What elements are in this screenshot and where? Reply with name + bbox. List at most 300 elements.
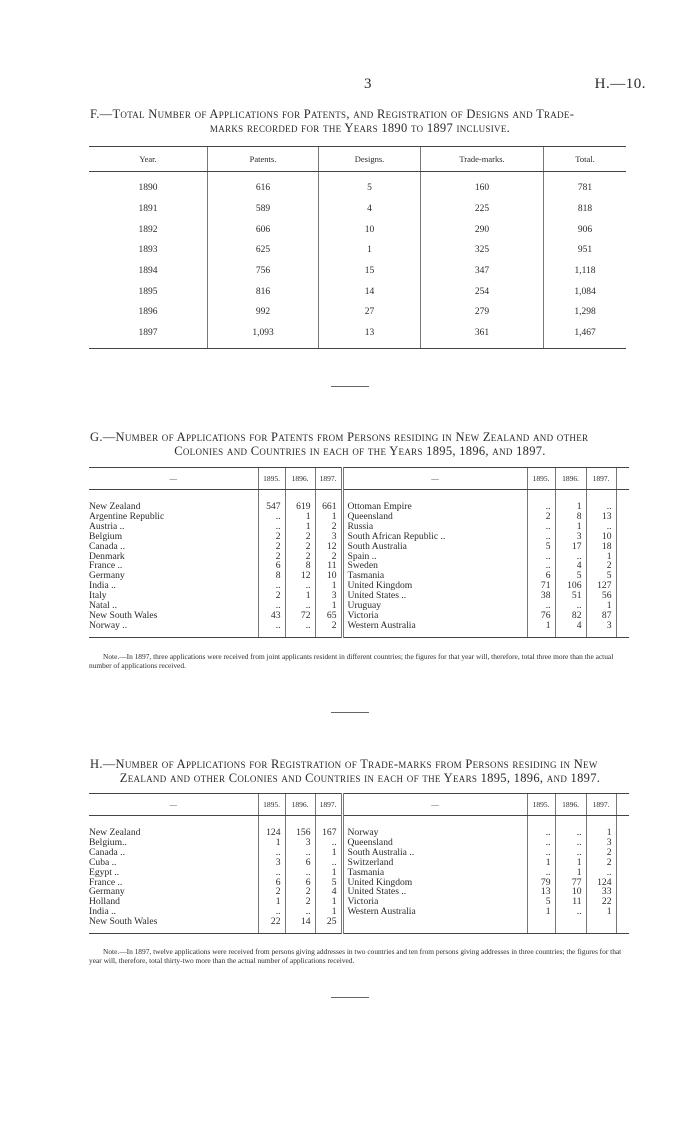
value-1896-cell: 1 xyxy=(285,522,315,532)
value-1896-cell-right: 1 xyxy=(555,490,586,512)
table-row xyxy=(89,323,626,348)
value-1897-cell-right xyxy=(586,917,616,933)
country-cell-right: South African Republic .. xyxy=(342,532,527,542)
section-f-title-line1: F.—Total Number of Applications for Patents, and Registration of Designs and Trade- xyxy=(90,107,575,121)
value-1896-cell: .. xyxy=(285,868,315,878)
value-1895-cell: 1 xyxy=(258,897,285,907)
year-cell: 1895 xyxy=(138,286,158,297)
value-1895-cell-right: 76 xyxy=(527,611,555,621)
trade-marks-cell: 225 xyxy=(421,199,544,220)
country-cell: Germany xyxy=(89,570,125,582)
column-header-1896: 1896. xyxy=(285,794,315,816)
country-cell: New South Wales xyxy=(89,917,258,933)
trade-marks-cell: 254 xyxy=(421,281,544,302)
spacer-cell xyxy=(616,621,629,637)
value-1896-cell-right: 51 xyxy=(555,591,586,601)
country-cell-right: Victoria xyxy=(342,897,527,907)
value-1895-cell: .. xyxy=(258,848,285,858)
value-1895-cell-right: .. xyxy=(527,561,555,571)
value-1895-cell: .. xyxy=(258,512,285,522)
country-cell: Norway .. xyxy=(89,621,258,637)
value-1896-cell: 8 xyxy=(285,561,315,571)
value-1895-cell: .. xyxy=(258,522,285,532)
section-divider xyxy=(331,997,369,998)
page-header xyxy=(0,76,700,96)
designs-cell: 4 xyxy=(319,199,421,220)
country-cell-right: Queensland xyxy=(342,838,527,848)
spacer-cell xyxy=(616,868,629,878)
value-1896-cell-right: 11 xyxy=(555,897,586,907)
trade-marks-cell: 290 xyxy=(421,219,544,240)
column-header-1897-right: 1897. xyxy=(586,468,616,490)
country-cell-right: Ottoman Empire xyxy=(342,490,527,512)
spacer-cell xyxy=(616,591,629,601)
value-1897-cell-right: 22 xyxy=(586,897,616,907)
country-cell-right: Spain .. xyxy=(342,551,527,561)
table-header-row xyxy=(89,794,629,816)
country-cell-right: United Kingdom xyxy=(342,877,527,887)
section-f-title xyxy=(90,108,630,135)
section-h-table xyxy=(89,793,629,934)
country-cell-right: Queensland xyxy=(342,512,527,522)
value-1897-cell: 1 xyxy=(315,848,342,858)
value-1896-cell: 2 xyxy=(285,551,315,561)
value-1896-cell-right: .. xyxy=(555,816,586,838)
value-1895-cell: .. xyxy=(258,621,285,637)
value-1895-cell-right: 6 xyxy=(527,571,555,581)
value-1895-cell-right: 2 xyxy=(527,512,555,522)
country-cell-right: Tasmania xyxy=(342,571,527,581)
value-1896-cell-right: 17 xyxy=(555,542,586,552)
value-1897-cell: 2 xyxy=(315,551,342,561)
spacer-cell xyxy=(616,858,629,868)
table-row xyxy=(89,917,629,933)
trade-marks-cell: 160 xyxy=(421,172,544,199)
value-1897-cell-right: 10 xyxy=(586,532,616,542)
spacer-cell xyxy=(616,551,629,561)
year-cell: 1897 xyxy=(89,323,208,348)
value-1895-cell: 2 xyxy=(258,532,285,542)
table-row xyxy=(89,219,626,240)
column-header-patents: Patents. xyxy=(208,147,319,172)
spacer-cell xyxy=(616,897,629,907)
designs-cell: 27 xyxy=(319,302,421,323)
table-row xyxy=(89,621,629,637)
value-1895-cell: .. xyxy=(258,601,285,611)
value-1895-cell-right: .. xyxy=(527,601,555,611)
value-1897-cell: 25 xyxy=(315,917,342,933)
value-1897-cell-right: .. xyxy=(586,868,616,878)
total-cell: 1,298 xyxy=(544,302,627,323)
value-1896-cell-right: 1 xyxy=(555,868,586,878)
country-cell: Canada .. xyxy=(89,846,125,858)
country-cell: Germany xyxy=(89,886,125,898)
value-1896-cell-right: .. xyxy=(555,601,586,611)
spacer-cell xyxy=(616,581,629,591)
value-1895-cell-right: 71 xyxy=(527,581,555,591)
value-1896-cell-right: 5 xyxy=(555,571,586,581)
value-1897-cell: 10 xyxy=(315,571,342,581)
country-cell-right: Western Australia xyxy=(342,621,527,637)
spacer-cell xyxy=(616,490,629,512)
value-1896-cell-right: .. xyxy=(555,838,586,848)
country-cell-right: Victoria xyxy=(342,611,527,621)
column-header-spacer xyxy=(616,468,629,490)
table-row xyxy=(89,302,626,323)
spacer-cell xyxy=(616,542,629,552)
section-g-title xyxy=(90,431,630,458)
value-1895-cell-right: .. xyxy=(527,848,555,858)
section-g-note: Note.—In 1897, three applications were received from joint applicants resident in different countries; the figures for that year will, therefore, total three more than the actual number of applications received. xyxy=(89,652,614,670)
country-cell-right: South Australia xyxy=(342,542,527,552)
value-1896-cell-right: 1 xyxy=(555,858,586,868)
value-1897-cell: 3 xyxy=(315,591,342,601)
country-cell-right: Norway xyxy=(342,816,527,838)
year-cell: 1894 xyxy=(138,266,158,277)
country-cell-right xyxy=(342,917,527,933)
country-cell: Austria .. xyxy=(89,520,125,532)
value-1897-cell-right: 1 xyxy=(586,601,616,611)
country-cell-right: United Kingdom xyxy=(342,581,527,591)
designs-cell: 14 xyxy=(319,281,421,302)
section-f-table xyxy=(89,146,626,349)
country-cell: Belgium xyxy=(89,530,123,542)
spacer-cell xyxy=(616,522,629,532)
value-1896-cell: 6 xyxy=(285,877,315,887)
value-1895-cell-right: 38 xyxy=(527,591,555,601)
value-1897-cell: 12 xyxy=(315,542,342,552)
table-row xyxy=(89,261,626,282)
value-1896-cell: 3 xyxy=(285,838,315,848)
total-cell: 951 xyxy=(544,240,627,261)
column-header-1897-right: 1897. xyxy=(586,794,616,816)
designs-cell: 13 xyxy=(319,323,421,348)
value-1896-cell-right: 77 xyxy=(555,877,586,887)
value-1896-cell: .. xyxy=(285,581,315,591)
table-row xyxy=(89,240,626,261)
value-1897-cell-right: 13 xyxy=(586,512,616,522)
value-1897-cell: 2 xyxy=(315,621,342,637)
value-1895-cell-right: 1 xyxy=(527,858,555,868)
trade-marks-cell: 279 xyxy=(421,302,544,323)
value-1896-cell: 14 xyxy=(285,917,315,933)
value-1895-cell: 43 xyxy=(258,611,285,621)
value-1895-cell-right xyxy=(527,917,555,933)
value-1895-cell-right: 5 xyxy=(527,542,555,552)
value-1896-cell-right: 4 xyxy=(555,561,586,571)
value-1897-cell-right: 33 xyxy=(586,887,616,897)
country-cell: Argentine Republic xyxy=(89,510,165,522)
value-1895-cell-right: 1 xyxy=(527,621,555,637)
value-1896-cell-right: 106 xyxy=(555,581,586,591)
country-cell: Holland xyxy=(89,896,120,908)
spacer-cell xyxy=(616,848,629,858)
country-cell: New Zealand xyxy=(89,501,141,513)
column-header-dash: — xyxy=(89,468,258,490)
country-cell-right: Uruguay xyxy=(342,601,527,611)
country-cell: Cuba .. xyxy=(89,856,117,868)
value-1895-cell-right: .. xyxy=(527,532,555,542)
country-cell: New Zealand xyxy=(89,827,141,839)
year-cell: 1896 xyxy=(138,307,158,318)
table-row xyxy=(89,816,629,838)
value-1896-cell: .. xyxy=(285,907,315,917)
value-1895-cell: 22 xyxy=(258,917,285,933)
country-cell-right: Western Australia xyxy=(342,907,527,917)
total-cell: 781 xyxy=(544,172,627,199)
value-1897-cell-right: 5 xyxy=(586,571,616,581)
country-cell-right: United States .. xyxy=(342,591,527,601)
value-1896-cell: 12 xyxy=(285,571,315,581)
value-1895-cell: 1 xyxy=(258,838,285,848)
column-header-total: Total. xyxy=(544,147,627,172)
value-1895-cell: 2 xyxy=(258,887,285,897)
spacer-cell xyxy=(616,512,629,522)
value-1897-cell-right: 124 xyxy=(586,877,616,887)
value-1896-cell-right: 1 xyxy=(555,522,586,532)
value-1897-cell: 661 xyxy=(315,490,342,512)
value-1895-cell: 547 xyxy=(258,490,285,512)
column-header-1895-right: 1895. xyxy=(527,794,555,816)
value-1897-cell-right: 2 xyxy=(586,561,616,571)
value-1895-cell: .. xyxy=(258,581,285,591)
value-1895-cell: .. xyxy=(258,868,285,878)
spacer-cell xyxy=(616,907,629,917)
value-1896-cell-right: 4 xyxy=(555,621,586,637)
value-1897-cell: 3 xyxy=(315,532,342,542)
value-1896-cell: 1 xyxy=(285,591,315,601)
value-1897-cell: .. xyxy=(315,838,342,848)
value-1896-cell: 6 xyxy=(285,858,315,868)
patents-cell: 1,093 xyxy=(208,323,319,348)
value-1897-cell-right: 56 xyxy=(586,591,616,601)
section-h-note: Note.—In 1897, twelve applications were received from persons giving addresses in two countries and ten from persons giving addresses in three countries; the figures for that year will, therefore, total thirty-two more than the actual number of applications received. xyxy=(89,947,622,965)
value-1896-cell-right xyxy=(555,917,586,933)
value-1897-cell: 1 xyxy=(315,907,342,917)
value-1896-cell: 619 xyxy=(285,490,315,512)
section-g-title-line1: G.—Number of Applications for Patents from Persons residing in New Zealand and other xyxy=(90,430,589,444)
value-1895-cell-right: 79 xyxy=(527,877,555,887)
section-h-title xyxy=(90,758,630,785)
designs-cell: 1 xyxy=(319,240,421,261)
total-cell: 1,084 xyxy=(544,281,627,302)
value-1897-cell-right: 1 xyxy=(586,816,616,838)
value-1896-cell: 2 xyxy=(285,532,315,542)
spacer-cell xyxy=(616,571,629,581)
value-1896-cell: 72 xyxy=(285,611,315,621)
value-1895-cell-right: 13 xyxy=(527,887,555,897)
country-cell: Denmark xyxy=(89,550,125,562)
spacer-cell xyxy=(616,816,629,838)
value-1897-cell: .. xyxy=(315,858,342,868)
value-1896-cell-right: .. xyxy=(555,848,586,858)
value-1896-cell: 1 xyxy=(285,512,315,522)
value-1895-cell-right: .. xyxy=(527,868,555,878)
column-header-dash: — xyxy=(89,794,258,816)
value-1895-cell-right: .. xyxy=(527,522,555,532)
section-f-title-line2: marks recorded for the Years 1890 to 1897 inclusive. xyxy=(209,120,511,135)
table-row xyxy=(89,490,629,512)
year-cell: 1891 xyxy=(138,204,158,215)
designs-cell: 15 xyxy=(319,261,421,282)
value-1895-cell: 124 xyxy=(258,816,285,838)
value-1896-cell: 156 xyxy=(285,816,315,838)
value-1896-cell: .. xyxy=(285,848,315,858)
table-row xyxy=(89,907,629,917)
section-divider xyxy=(331,712,369,713)
column-header-1896-right: 1896. xyxy=(555,794,586,816)
value-1897-cell-right: 3 xyxy=(586,621,616,637)
spacer-cell xyxy=(616,877,629,887)
column-header-trade-marks: Trade-marks. xyxy=(421,147,544,172)
value-1897-cell-right: 1 xyxy=(586,551,616,561)
value-1895-cell-right: .. xyxy=(527,551,555,561)
country-cell-right: Russia xyxy=(342,522,527,532)
column-header-1897: 1897. xyxy=(315,468,342,490)
column-header-dash-right: — xyxy=(342,468,527,490)
country-cell: France .. xyxy=(89,876,123,888)
value-1895-cell-right: 1 xyxy=(527,907,555,917)
value-1895-cell: 6 xyxy=(258,877,285,887)
year-cell: 1893 xyxy=(138,245,158,256)
country-cell: New South Wales xyxy=(89,609,158,621)
value-1897-cell: 1 xyxy=(315,897,342,907)
patents-cell: 606 xyxy=(208,219,319,240)
table-row xyxy=(89,281,626,302)
column-header-1896-right: 1896. xyxy=(555,468,586,490)
country-cell: Natal .. xyxy=(89,600,117,611)
section-g-table xyxy=(89,467,629,638)
spacer-cell xyxy=(616,532,629,542)
value-1895-cell: 2 xyxy=(258,591,285,601)
column-header-year: Year. xyxy=(89,147,208,172)
value-1897-cell-right: .. xyxy=(586,490,616,512)
column-header-designs: Designs. xyxy=(319,147,421,172)
spacer-cell xyxy=(616,887,629,897)
patents-cell: 756 xyxy=(208,261,319,282)
value-1897-cell-right: 2 xyxy=(586,848,616,858)
section-h-title-line2: Zealand and other Colonies and Countries in each of the Years 1895, 1896, and 1897. xyxy=(119,770,601,785)
value-1897-cell: 11 xyxy=(315,561,342,571)
value-1897-cell-right: 18 xyxy=(586,542,616,552)
country-cell-right: Sweden xyxy=(342,561,527,571)
country-cell: Egypt .. xyxy=(89,866,120,878)
value-1897-cell: 167 xyxy=(315,816,342,838)
year-cell: 1892 xyxy=(138,224,158,235)
value-1896-cell-right: 10 xyxy=(555,887,586,897)
year-cell: 1890 xyxy=(138,183,158,194)
value-1897-cell: 2 xyxy=(315,522,342,532)
column-header-spacer xyxy=(616,794,629,816)
page-number: 3 xyxy=(364,76,372,92)
value-1896-cell: 2 xyxy=(285,897,315,907)
value-1895-cell-right: 5 xyxy=(527,897,555,907)
total-cell: 818 xyxy=(544,199,627,220)
trade-marks-cell: 325 xyxy=(421,240,544,261)
section-h-title-line1: H.—Number of Applications for Registration of Trade-marks from Persons residing in New xyxy=(90,757,598,771)
table-row xyxy=(89,542,629,552)
total-cell: 1,467 xyxy=(544,323,627,348)
value-1896-cell-right: 3 xyxy=(555,532,586,542)
value-1897-cell: 1 xyxy=(315,512,342,522)
table-row xyxy=(89,868,629,878)
column-header-1895-right: 1895. xyxy=(527,468,555,490)
table-row xyxy=(89,199,626,220)
country-cell-right: South Australia .. xyxy=(342,848,527,858)
country-cell-right: Switzerland xyxy=(342,858,527,868)
value-1896-cell-right: .. xyxy=(555,551,586,561)
value-1895-cell: 3 xyxy=(258,858,285,868)
table-header-row xyxy=(89,468,629,490)
value-1897-cell-right: 87 xyxy=(586,611,616,621)
spacer-cell xyxy=(616,838,629,848)
value-1896-cell-right: 8 xyxy=(555,512,586,522)
value-1897-cell-right: 2 xyxy=(586,858,616,868)
column-header-1897: 1897. xyxy=(315,794,342,816)
value-1897-cell: 1 xyxy=(315,868,342,878)
country-cell: India .. xyxy=(89,580,116,592)
value-1897-cell-right: 3 xyxy=(586,838,616,848)
value-1897-cell-right: 1 xyxy=(586,907,616,917)
spacer-cell xyxy=(616,917,629,933)
section-divider xyxy=(331,386,369,387)
value-1895-cell-right: .. xyxy=(527,816,555,838)
value-1895-cell-right: .. xyxy=(527,838,555,848)
value-1895-cell: 8 xyxy=(258,571,285,581)
value-1896-cell: .. xyxy=(285,621,315,637)
patents-cell: 816 xyxy=(208,281,319,302)
value-1897-cell: 65 xyxy=(315,611,342,621)
spacer-cell xyxy=(616,561,629,571)
country-cell-right: Tasmania xyxy=(342,868,527,878)
document-reference: H.—10. xyxy=(594,76,646,92)
table-row xyxy=(89,172,626,199)
spacer-cell xyxy=(616,611,629,621)
trade-marks-cell: 347 xyxy=(421,261,544,282)
patents-cell: 625 xyxy=(208,240,319,261)
value-1897-cell: 5 xyxy=(315,877,342,887)
value-1895-cell: 2 xyxy=(258,542,285,552)
column-header-1896: 1896. xyxy=(285,468,315,490)
value-1896-cell-right: .. xyxy=(555,907,586,917)
value-1897-cell-right: .. xyxy=(586,522,616,532)
designs-cell: 10 xyxy=(319,219,421,240)
designs-cell: 5 xyxy=(319,172,421,199)
value-1895-cell: 6 xyxy=(258,561,285,571)
column-header-1895: 1895. xyxy=(258,468,285,490)
value-1897-cell: 4 xyxy=(315,887,342,897)
value-1895-cell-right: .. xyxy=(527,490,555,512)
country-cell: Canada .. xyxy=(89,540,125,552)
trade-marks-cell: 361 xyxy=(421,323,544,348)
country-cell: Belgium.. xyxy=(89,836,127,848)
country-cell: France .. xyxy=(89,560,123,572)
value-1896-cell: .. xyxy=(285,601,315,611)
value-1895-cell: 2 xyxy=(258,551,285,561)
country-cell: Italy xyxy=(89,590,107,602)
table-header-row xyxy=(89,147,626,172)
section-g-title-line2: Colonies and Countries in each of the Years 1895, 1896, and 1897. xyxy=(174,443,546,458)
value-1897-cell-right: 127 xyxy=(586,581,616,591)
country-cell-right: United States .. xyxy=(342,887,527,897)
value-1896-cell-right: 82 xyxy=(555,611,586,621)
column-header-1895: 1895. xyxy=(258,794,285,816)
total-cell: 1,118 xyxy=(544,261,627,282)
spacer-cell xyxy=(616,601,629,611)
value-1897-cell: 1 xyxy=(315,581,342,591)
value-1896-cell: 2 xyxy=(285,887,315,897)
value-1897-cell: 1 xyxy=(315,601,342,611)
